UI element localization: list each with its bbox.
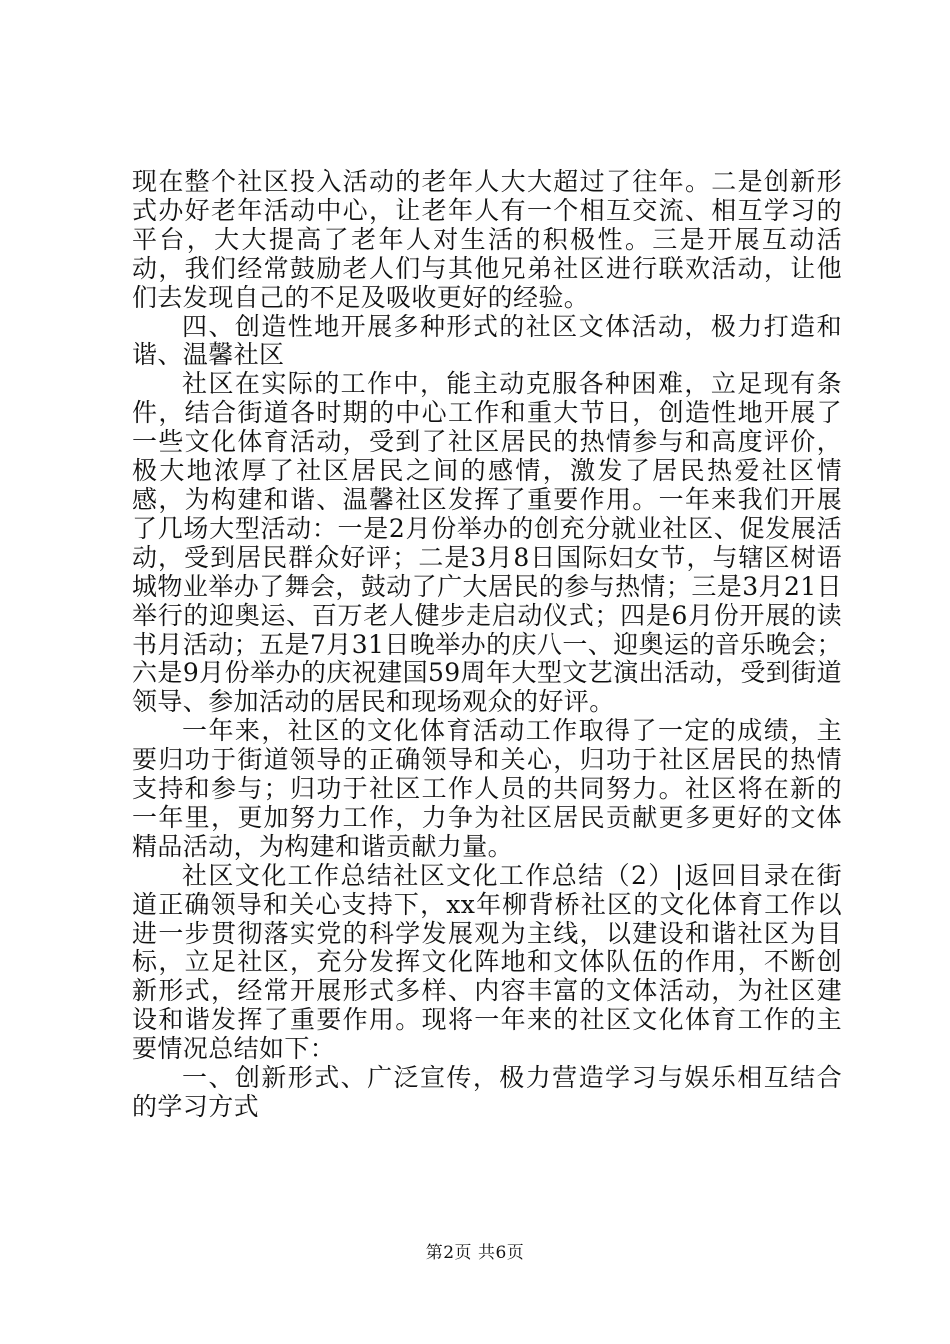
section-heading-1: 一、创新形式、广泛宣传，极力营造学习与娱乐相互结合的学习方式 [132,1063,842,1121]
paragraph-1: 现在整个社区投入活动的老年人大大超过了往年。二是创新形式办好老年活动中心，让老年人有一个相互交流、相互学习的平台，大大提高了老年人对生活的积极性。三是开展互动活动，我们经常鼓励老人们与其他兄弟社区进行联欢活动，让他们去发现自己的不足及吸收更好的经验。 [132,167,842,312]
paragraph-3: 一年来，社区的文化体育活动工作取得了一定的成绩，主要归功于街道领导的正确领导和关心，归功于社区居民的热情支持和参与；归功于社区工作人员的共同努力。社区将在新的一年里，更加努力工作，力争为社区居民贡献更多更好的文体精品活动，为构建和谐贡献力量。 [132,716,842,861]
section-heading-4: 四、创造性地开展多种形式的社区文体活动，极力打造和谐、温馨社区 [132,311,842,370]
paragraph-2: 社区在实际的工作中，能主动克服各种困难，立足现有条件，结合街道各时期的中心工作和重大节日，创造性地开展了一些文化体育活动，受到了社区居民的热情参与和高度评价，极大地浓厚了社区居民之间的感情，激发了居民热爱社区情感，为构建和谐、温馨社区发挥了重要作用。一年来我们开展了几场大型活动：一是2月份举办的创充分就业社区、促发展活动，受到居民群众好评；二是3月8日国际妇女节，与辖区树语城物业举办了舞会，鼓动了广大居民的参与热情；三是3月21日举行的迎奥运、百万老人健步走启动仪式；四是6月份开展的读书月活动；五是7月31日晚举办的庆八一、迎奥运的音乐晚会；六是9月份举办的庆祝建国59周年大型文艺演出活动，受到街道领导、参加活动的居民和现场观众的好评。 [132,369,842,717]
document-body [132,168,842,1122]
page-footer: 第2页 共6页 [425,1243,525,1263]
paragraph-4: 社区文化工作总结社区文化工作总结（2）|返回目录在街道正确领导和关心支持下，xx年柳背桥社区的文化体育工作以进一步贯彻落实党的科学发展观为主线，以建设和谐社区为目标，立足社区，充分发挥文化阵地和文体队伍的作用，不断创新形式，经常开展形式多样、内容丰富的文体活动，为社区建设和谐发挥了重要作用。现将一年来的社区文化体育工作的主要情况总结如下： [132,860,842,1064]
